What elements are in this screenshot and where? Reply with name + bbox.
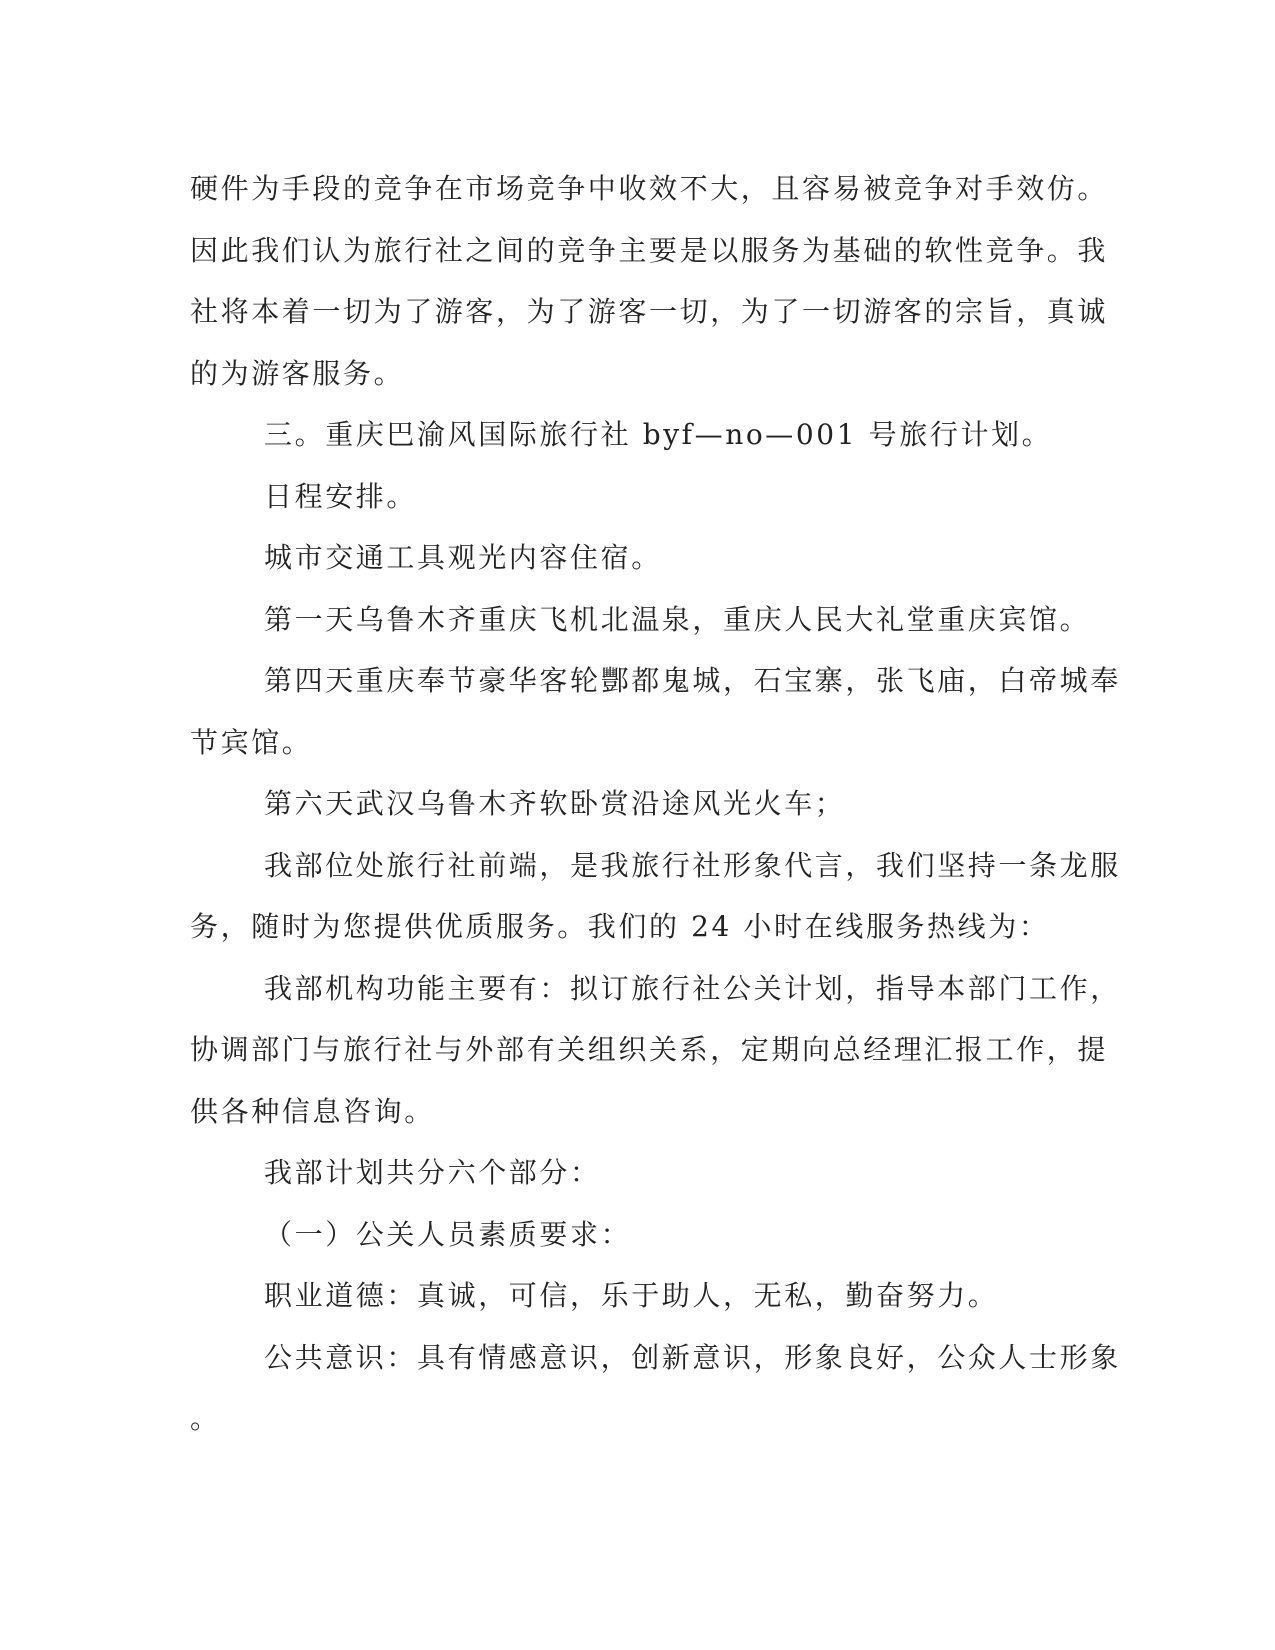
paragraph-line: 我部机构功能主要有：拟订旅行社公关计划，指导本部门工作， (264, 971, 1121, 1005)
paragraph-line: 。 (190, 1402, 219, 1435)
paragraph-line: 的为游客服务。 (190, 356, 405, 390)
document-body (190, 158, 1121, 1450)
paragraph-line: 我部位处旅行社前端，是我旅行社形象代言，我们坚持一条龙服 (264, 848, 1121, 882)
paragraph-line: 城市交通工具观光内容住宿。 (264, 541, 662, 574)
paragraph-line: 三。重庆巴渝风国际旅行社 byf—no—001 号旅行计划。 (264, 418, 1053, 451)
paragraph-line: 节宾馆。 (190, 725, 313, 759)
paragraph-line: 日程安排。 (264, 479, 418, 513)
paragraph-line: 我部计划共分六个部分： (264, 1156, 601, 1189)
paragraph-line: 社将本着一切为了游客，为了游客一切，为了一切游客的宗旨，真诚 (190, 295, 1109, 328)
paragraph-line: 第四天重庆奉节豪华客轮酆都鬼城，石宝寨，张飞庙，白帝城奉 (264, 664, 1121, 697)
paragraph-line: 协调部门与旅行社与外部有关组织关系，定期向总经理汇报工作，提 (190, 1033, 1109, 1066)
paragraph-line: 第六天武汉乌鲁木齐软卧赏沿途风光火车； (264, 787, 846, 820)
paragraph-line: 公共意识：具有情感意识，创新意识，形象良好，公众人士形象 (264, 1340, 1121, 1374)
paragraph-line: 务，随时为您提供优质服务。我们的 24 小时在线服务热线为： (190, 910, 1050, 943)
paragraph-line: 供各种信息咨询。 (190, 1094, 435, 1128)
paragraph-line: 职业道德：真诚，可信，乐于助人，无私，勤奋努力。 (264, 1279, 999, 1312)
paragraph-line: 第一天乌鲁木齐重庆飞机北温泉，重庆人民大礼堂重庆宾馆。 (264, 602, 1091, 636)
paragraph-line: （一）公关人员素质要求： (264, 1217, 632, 1251)
paragraph-line: 因此我们认为旅行社之间的竞争主要是以服务为基础的软性竞争。我 (190, 233, 1109, 267)
paragraph-line: 硬件为手段的竞争在市场竞争中收效不大，且容易被竞争对手效仿。 (190, 172, 1109, 205)
